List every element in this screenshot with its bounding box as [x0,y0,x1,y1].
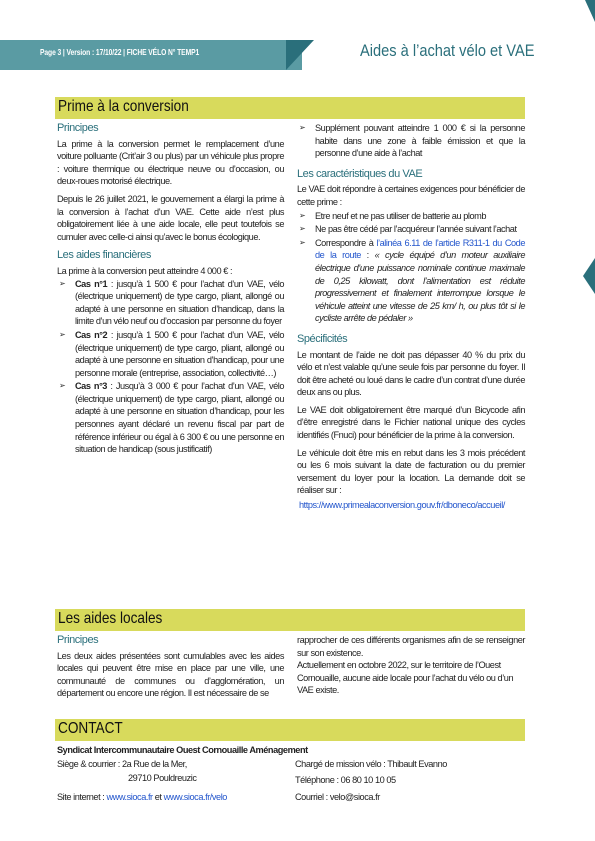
code-sep: : [360,250,375,261]
carac-item: ➢ Etre neuf et ne pas utiliser de batterie au plomb [297,210,525,223]
case-label: Cas n°3 [75,381,107,392]
carac-item: ➢ Ne pas être cédé par l’acquéreur l’année suivant l’achat [297,223,525,236]
locales-right-column [297,634,525,702]
section-bar-prime [55,97,525,119]
prime-left-column [57,122,284,457]
siege-line-2: 29710 Pouldreuzic [128,773,197,783]
subheading-aides-financieres: Les aides financières [57,249,151,262]
case-text: : Jusqu’à 3 000 € pour l’achat d’un VAE, vélo (électrique uniquement) de type cargo, pliant, allongé ou adapté à une personne en situation d’handicap, pour les personnes ayant déclaré un revenu fiscal par part de référence inférieur ou égal à 6 300 € ou une personne en situation de handicap (sous justificatif) [75,381,284,455]
page-title: Aides à l’achat vélo et VAE [360,41,535,60]
section-title-prime: Prime à la conversion [58,98,189,115]
locales-paragraph-1: Les deux aides présentées sont cumulables avec les aides locales qui peuvent être mise en place par une ville, une communauté de communes ou d’agglomération, un département ou encore une région. Il est nécessaire de se [57,650,284,699]
siege-label: Siège & courrier : [57,759,122,769]
principes-paragraph-2: Depuis le 26 juillet 2021, le gouvernement a élargi la prime à la conversion à l’achat d’un VAE. Cette aide n’est plus obligatoirement liée à une aide locale, elle peut toutefois se cumuler avec celle-ci ainsi qu’avec le bonus écologique. [57,193,284,242]
prime-conversion-link[interactable]: https://www.primealaconversion.gouv.fr/dboneco/accueil/ [299,500,505,511]
section-bar-contact [55,719,525,741]
subheading-principes-locales: Principes [57,634,99,646]
supplement-item: ➢ Supplément pouvant atteindre 1 000 € si la personne habite dans une zone à faible émission et que la personne d’une aide à l’achat [297,122,525,160]
site-sep: et [152,792,164,802]
code-quote: « cycle équipé d’un moteur auxiliaire électrique d’une puissance nominale continue maximale de 0,25 kilowatt, dont l’alimentation est réduite progressivement et finalement interrompue lorsque le véhicule atteint une vitesse de 25 km/ h, ou plus tôt si le cycliste arrête de pédaler » [315,250,525,324]
siege-line-1: 2a Rue de la Mer, [121,759,187,769]
contact-charge: Chargé de mission vélo : Thibault Evanno [295,759,447,769]
locales-left-column [57,634,284,705]
locales-paragraph-2: rapprocher de ces différents organismes afin de se renseigner sur son existence. [297,635,525,658]
case-item [57,329,284,379]
caracteristiques-intro: Le VAE doit répondre à certaines exigences pour bénéficier de cette prime : [297,184,525,207]
specificites-paragraph-1: Le montant de l’aide ne doit pas dépasser 40 % du prix du vélo et n’est valable qu’une seule fois par personne du foyer. Il doit être acheté ou loué dans le cadre d’un contrat d’une durée deux ans ou plus. [297,349,525,398]
case-label: Cas n°1 [75,278,108,289]
specificites-paragraph-2: Le VAE doit obligatoirement être marqué d’un Bicycode afin d’être enregistré dans le Fichier national unique des cycles identifiés (Fnuci) pour bénéficier de la prime à la conversion. [297,404,525,441]
section-title-locales: Les aides locales [58,610,163,627]
subheading-principes: Principes [57,122,99,134]
site-label: Site internet : [57,792,107,802]
section-bar-locales [55,609,525,631]
code-prefix: Correspondre à [315,237,377,248]
header-meta: Page 3 | Version : 17/10/22 | FICHE VÉLO N° TEMP1 [40,48,200,57]
case-text: : jusqu’à 1 500 € pour l’achat d’un VAE, vélo (électrique uniquement) de type cargo, pliant, allongé ou adapté à une personne en situation d’handicap, pour une personne morale (entreprise, association, collectivité…) [75,329,284,378]
case-label: Cas n°2 [75,329,108,340]
specificites-paragraph-3: Le véhicule doit être mis en rebut dans les 3 mois précédent ou les 6 mois suivant la date de facturation ou du premier versement du loyer pour la location. La demande doit se réaliser sur : [297,447,525,496]
case-text: : jusqu’à 1 500 € pour l’achat d’un VAE, vélo (électrique uniquement) de type cargo, pliant, allongé ou adapté à une personne en situation d’handicap, dans la limite d’un vélo neuf ou d’occasion par personne du foyer [75,278,284,327]
corner-decoration [585,0,595,22]
case-item [57,278,284,328]
section-title-contact: CONTACT [58,720,123,737]
header-wedge [286,40,314,70]
principes-paragraph-1: La prime à la conversion permet le remplacement d’une voiture polluante (Crit’air 3 ou plus) par un véhicule plus propre : voiture thermique ou électrique neuve ou d’occasion, ou deux-roues motorisé électrique. [57,138,284,187]
side-tab-decoration [583,258,595,294]
case-item [57,380,284,456]
contact-site [57,791,227,804]
contact-telephone: Téléphone : 06 80 10 10 05 [295,775,396,785]
site-link-velo[interactable]: www.sioca.fr/velo [163,792,227,802]
contact-siege [57,758,187,771]
site-link-sioca[interactable]: www.sioca.fr [106,792,153,802]
prime-right-column [297,122,525,512]
subheading-specificites: Spécificités [297,332,348,345]
aides-intro: La prime à la conversion peut atteindre 4 000 € : [57,265,233,276]
code-de-la-route-link[interactable]: l’alinéa 6.11 de l’article R311-1 du Code de la route [315,237,525,261]
locales-paragraph-3: Actuellement en octobre 2022, sur le territoire de l’Ouest Cornouaille, aucune aide locale pour l’achat du vélo ou d’un VAE existe. [297,660,514,696]
carac-item-code [297,237,525,325]
subheading-caracteristiques: Les caractéristiques du VAE [297,167,423,180]
contact-org: Syndicat Intercommunautaire Ouest Cornouaille Aménagement [57,745,308,755]
contact-email: Courriel : velo@sioca.fr [295,792,380,802]
